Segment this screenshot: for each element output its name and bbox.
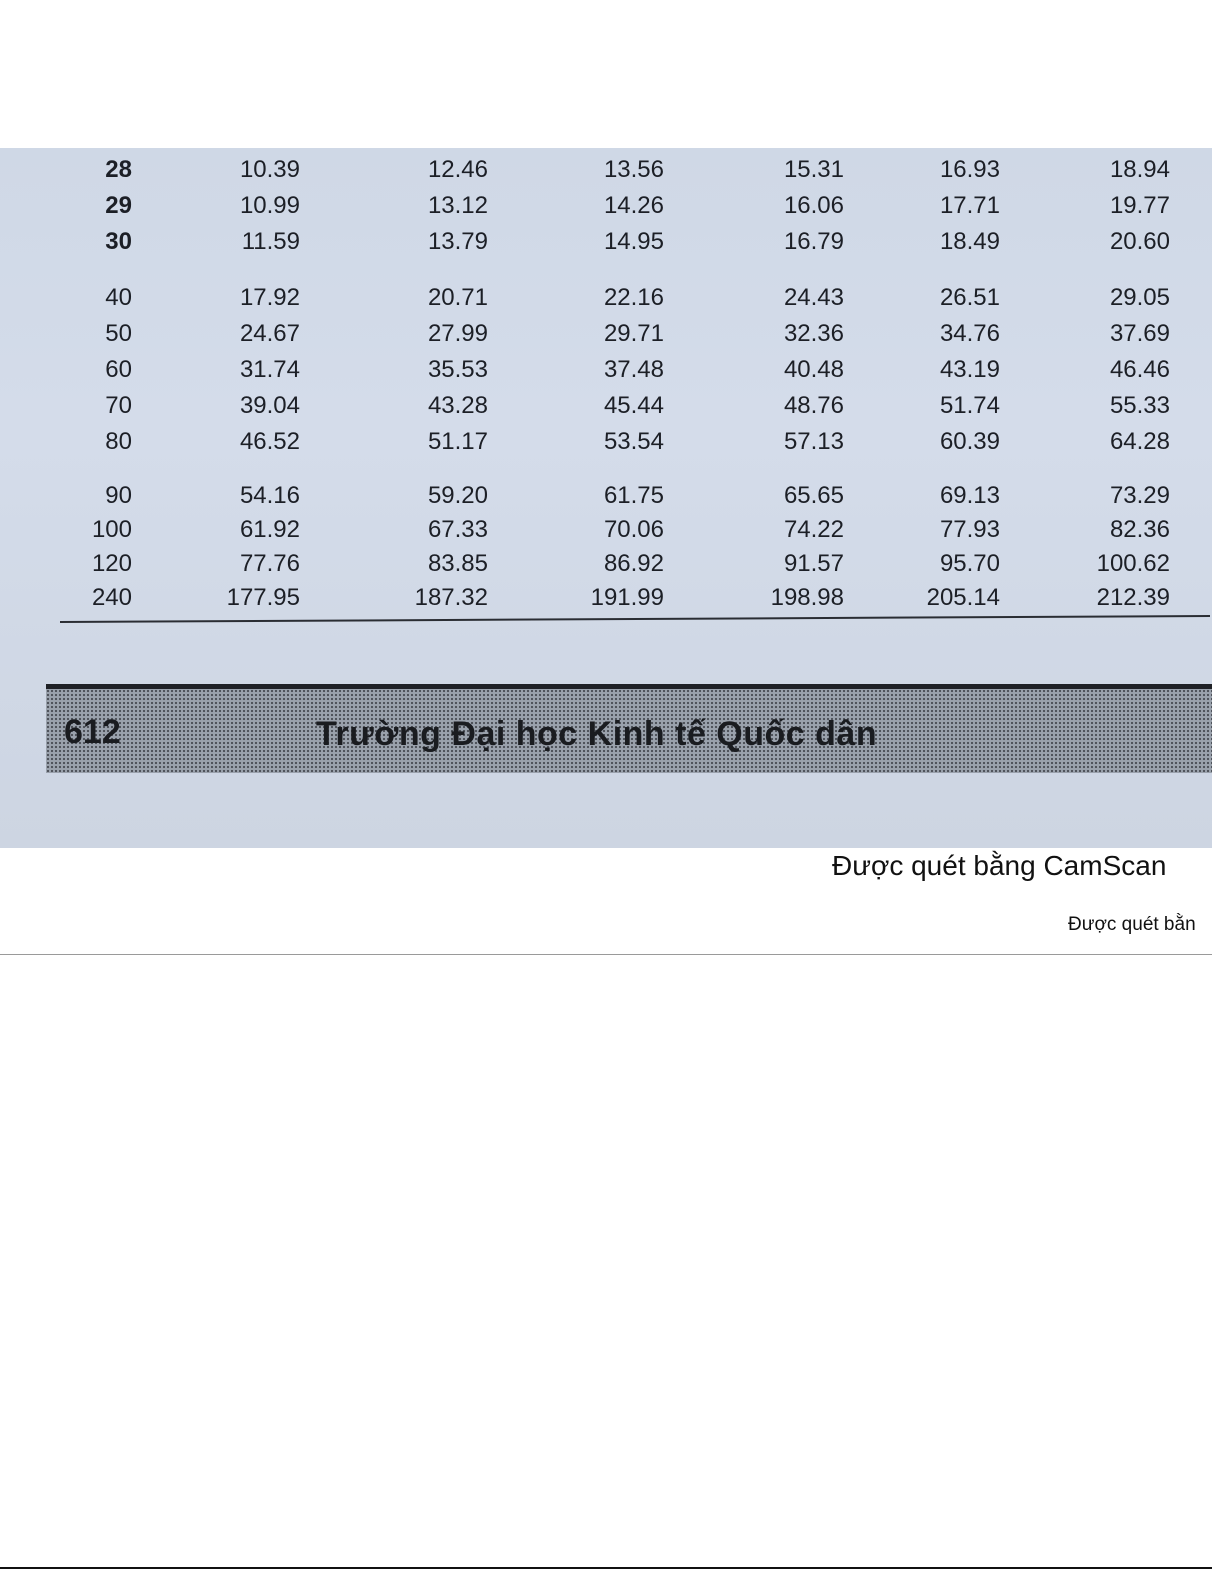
value-cell: 45.44: [603, 392, 664, 419]
value-cell: 32.36: [783, 320, 844, 347]
value-cell: 29.05: [1109, 284, 1170, 311]
value-cell: 77.76: [239, 550, 300, 577]
table-row: [60, 228, 1210, 262]
value-cell: 31.74: [239, 356, 300, 383]
value-cell: 61.75: [603, 482, 664, 509]
value-cell: 51.74: [939, 392, 1000, 419]
table-row: [60, 482, 1210, 516]
value-cell: 48.76: [783, 392, 844, 419]
value-cell: 77.93: [939, 516, 1000, 543]
value-cell: 37.69: [1109, 320, 1170, 347]
page-bottom-line: [0, 1567, 1212, 1569]
value-cell: 19.77: [1109, 192, 1170, 219]
value-cell: 61.92: [239, 516, 300, 543]
value-cell: 13.79: [427, 228, 488, 255]
value-cell: 57.13: [783, 428, 844, 455]
value-cell: 24.67: [239, 320, 300, 347]
table-row: [60, 516, 1210, 550]
value-cell: 64.28: [1109, 428, 1170, 455]
table-row: [60, 320, 1210, 354]
row-df-cell: 40: [105, 284, 132, 311]
value-cell: 26.51: [939, 284, 1000, 311]
value-cell: 18.49: [939, 228, 1000, 255]
scanned-page: [0, 148, 1212, 848]
row-df-cell: 28: [105, 156, 132, 183]
value-cell: 34.76: [939, 320, 1000, 347]
value-cell: 24.43: [783, 284, 844, 311]
value-cell: 69.13: [939, 482, 1000, 509]
value-cell: 187.32: [414, 584, 488, 611]
value-cell: 10.39: [239, 156, 300, 183]
value-cell: 40.48: [783, 356, 844, 383]
value-cell: 29.71: [603, 320, 664, 347]
row-df-cell: 90: [105, 482, 132, 509]
value-cell: 55.33: [1109, 392, 1170, 419]
row-df-cell: 80: [105, 428, 132, 455]
value-cell: 16.06: [783, 192, 844, 219]
value-cell: 74.22: [783, 516, 844, 543]
table-row: [60, 584, 1210, 618]
value-cell: 10.99: [239, 192, 300, 219]
row-df-cell: 60: [105, 356, 132, 383]
university-name: Trường Đại học Kinh tế Quốc dân: [316, 715, 878, 753]
value-cell: 70.06: [603, 516, 664, 543]
table-row: [60, 428, 1210, 462]
value-cell: 95.70: [939, 550, 1000, 577]
value-cell: 22.16: [603, 284, 664, 311]
value-cell: 43.28: [427, 392, 488, 419]
table-row: [60, 284, 1210, 318]
value-cell: 20.60: [1109, 228, 1170, 255]
table-row: [60, 192, 1210, 226]
value-cell: 11.59: [241, 228, 300, 255]
value-cell: 91.57: [783, 550, 844, 577]
table-row: [60, 356, 1210, 390]
value-cell: 17.71: [939, 192, 1000, 219]
page-divider: [0, 954, 1212, 955]
value-cell: 14.26: [603, 192, 664, 219]
value-cell: 59.20: [427, 482, 488, 509]
camscanner-watermark-large: Được quét bằng CamScan: [832, 850, 1167, 881]
value-cell: 39.04: [239, 392, 300, 419]
value-cell: 67.33: [427, 516, 488, 543]
value-cell: 15.31: [783, 156, 844, 183]
value-cell: 16.93: [939, 156, 1000, 183]
value-cell: 73.29: [1109, 482, 1170, 509]
page-footer-band: [46, 684, 1212, 773]
value-cell: 20.71: [427, 284, 488, 311]
camscanner-watermark-small: Được quét bằn: [1068, 914, 1196, 935]
value-cell: 18.94: [1109, 156, 1170, 183]
value-cell: 83.85: [427, 550, 488, 577]
value-cell: 46.52: [239, 428, 300, 455]
row-df-cell: 29: [105, 192, 132, 219]
value-cell: 82.36: [1109, 516, 1170, 543]
row-df-cell: 30: [105, 228, 132, 255]
value-cell: 46.46: [1109, 356, 1170, 383]
value-cell: 43.19: [939, 356, 1000, 383]
value-cell: 177.95: [226, 584, 300, 611]
table-row: [60, 156, 1210, 190]
value-cell: 54.16: [239, 482, 300, 509]
row-df-cell: 100: [91, 516, 132, 543]
value-cell: 86.92: [603, 550, 664, 577]
value-cell: 51.17: [427, 428, 488, 455]
value-cell: 14.95: [603, 228, 664, 255]
row-df-cell: 240: [91, 584, 132, 611]
value-cell: 16.79: [783, 228, 844, 255]
table-row: [60, 392, 1210, 426]
value-cell: 13.12: [427, 192, 488, 219]
value-cell: 17.92: [239, 284, 300, 311]
value-cell: 205.14: [926, 584, 1000, 611]
value-cell: 12.46: [427, 156, 488, 183]
value-cell: 13.56: [603, 156, 664, 183]
table-row: [60, 550, 1210, 584]
row-df-cell: 70: [105, 392, 132, 419]
value-cell: 191.99: [590, 584, 664, 611]
value-cell: 100.62: [1096, 550, 1170, 577]
row-df-cell: 120: [91, 550, 132, 577]
value-cell: 37.48: [603, 356, 664, 383]
page-number: 612: [64, 713, 121, 751]
value-cell: 65.65: [783, 482, 844, 509]
value-cell: 198.98: [770, 584, 844, 611]
value-cell: 35.53: [427, 356, 488, 383]
value-cell: 53.54: [603, 428, 664, 455]
row-df-cell: 50: [105, 320, 132, 347]
value-cell: 212.39: [1096, 584, 1170, 611]
value-cell: 60.39: [939, 428, 1000, 455]
value-cell: 27.99: [427, 320, 488, 347]
